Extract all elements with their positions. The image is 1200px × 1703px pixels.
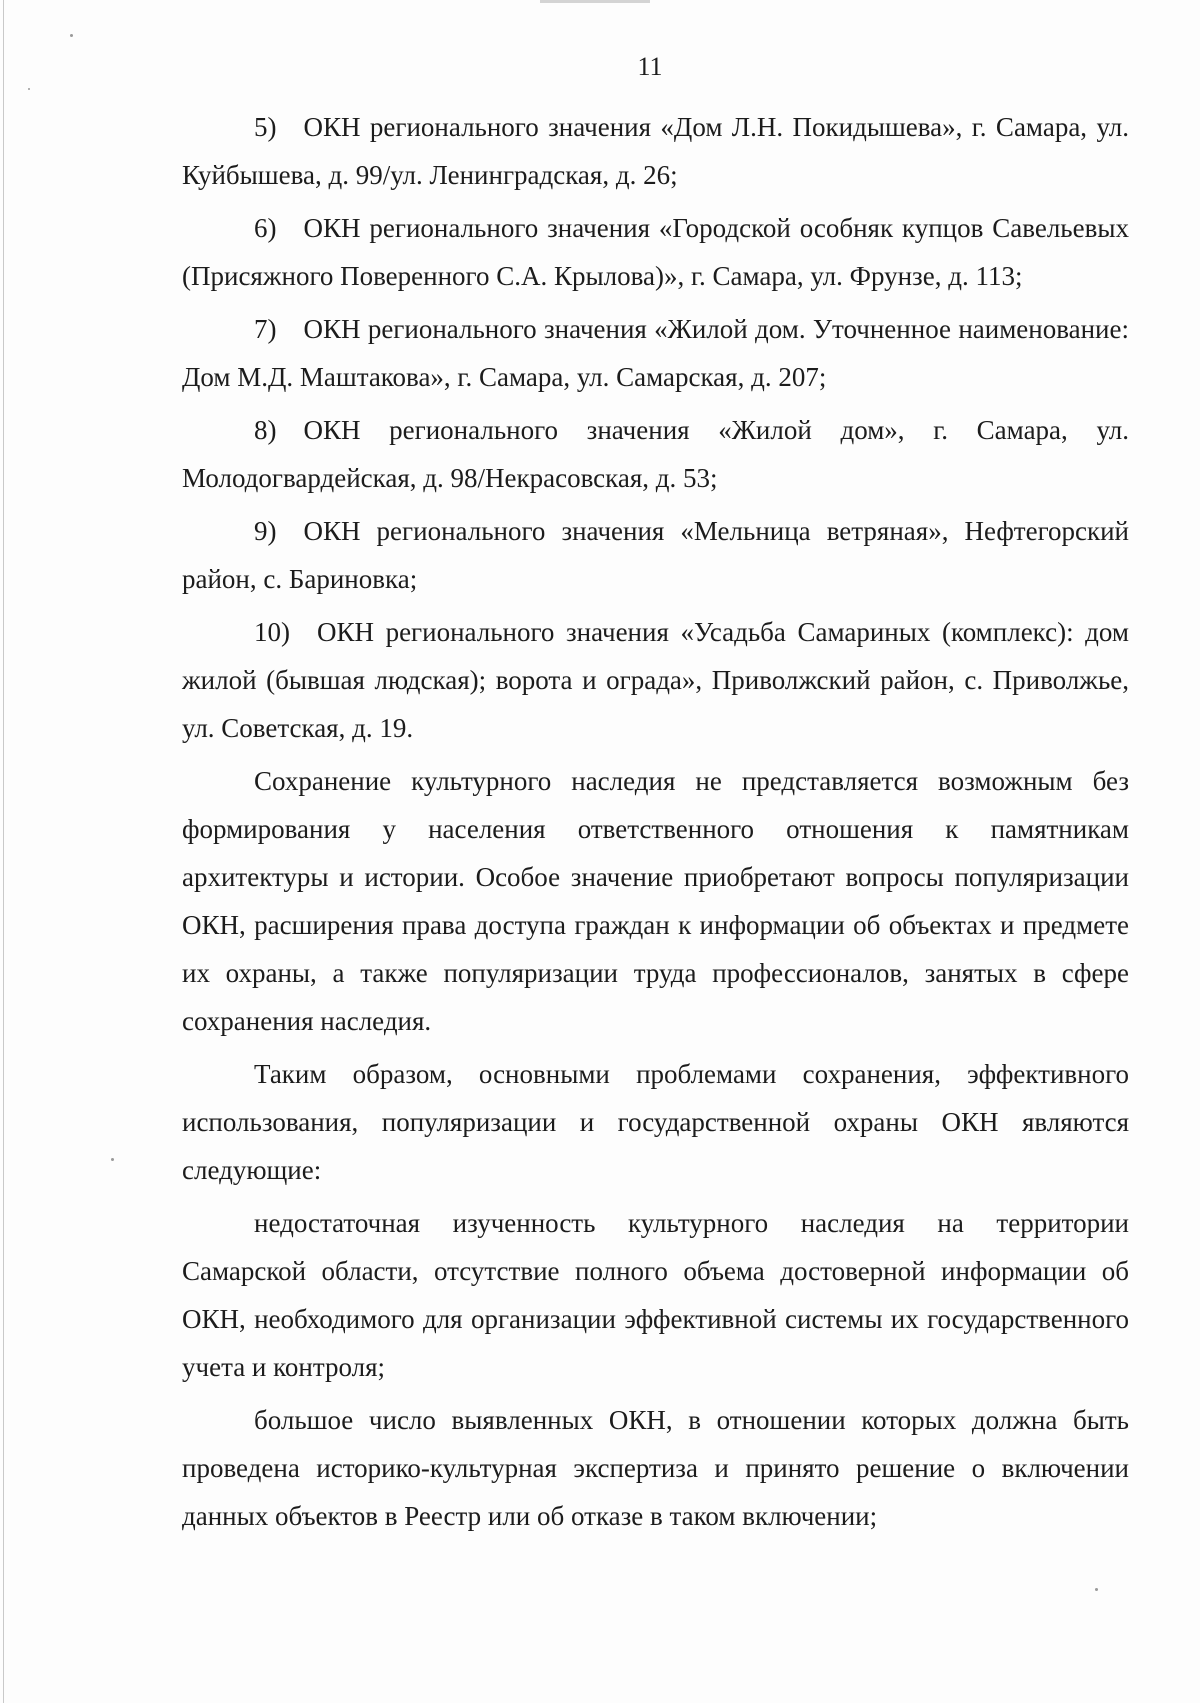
- scan-artifact: [540, 0, 650, 3]
- page-number: 11: [637, 52, 663, 81]
- scan-edge: [3, 0, 4, 1703]
- scan-speck: [28, 88, 30, 90]
- list-item: 10) ОКН регионального значения «Усадьба Самариных (комплекс): дом жилой (бывшая людская); ворота и ограда», Приволжский район, с. Приволжье, ул. Советская, д. 19.: [182, 617, 1129, 743]
- body-paragraph: большое число выявленных ОКН, в отношении которых должна быть проведена историко-культурная экспертиза и принято решение о включении данных объектов в Реестр или об отказе в таком включении;: [182, 1405, 1129, 1531]
- scan-speck: [111, 1158, 114, 1161]
- document-body: [182, 103, 1129, 1545]
- list-item: 6) ОКН регионального значения «Городской особняк купцов Савельевых (Присяжного Поверенного С.А. Крылова)», г. Самара, ул. Фрунзе, д. 113;: [182, 213, 1129, 291]
- body-paragraph: недостаточная изученность культурного наследия на территории Самарской области, отсутствие полного объема достоверной информации об ОКН, необходимого для организации эффективной системы их государственного учета и контроля;: [182, 1208, 1129, 1382]
- scan-speck: [1095, 1588, 1098, 1591]
- body-paragraph: Таким образом, основными проблемами сохранения, эффективного использования, популяризации и государственной охраны ОКН являются следующие:: [182, 1059, 1129, 1185]
- list-item: 5) ОКН регионального значения «Дом Л.Н. Покидышева», г. Самара, ул. Куйбышева, д. 99/ул. Ленинградская, д. 26;: [182, 112, 1129, 190]
- list-item: 7) ОКН регионального значения «Жилой дом. Уточненное наименование: Дом М.Д. Маштакова», г. Самара, ул. Самарская, д. 207;: [182, 314, 1129, 392]
- scan-speck: [70, 34, 73, 37]
- list-item: 9) ОКН регионального значения «Мельница ветряная», Нефтегорский район, с. Бариновка;: [182, 516, 1129, 594]
- list-item: 8) ОКН регионального значения «Жилой дом», г. Самара, ул. Молодогвардейская, д. 98/Некрасовская, д. 53;: [182, 415, 1129, 493]
- body-paragraph: Сохранение культурного наследия не представляется возможным без формирования у населения ответственного отношения к памятникам архитектуры и истории. Особое значение приобретают вопросы популяризации ОКН, расширения права доступа граждан к информации об объектах и предмете их охраны, а также популяризации труда профессионалов, занятых в сфере сохранения наследия.: [182, 766, 1129, 1036]
